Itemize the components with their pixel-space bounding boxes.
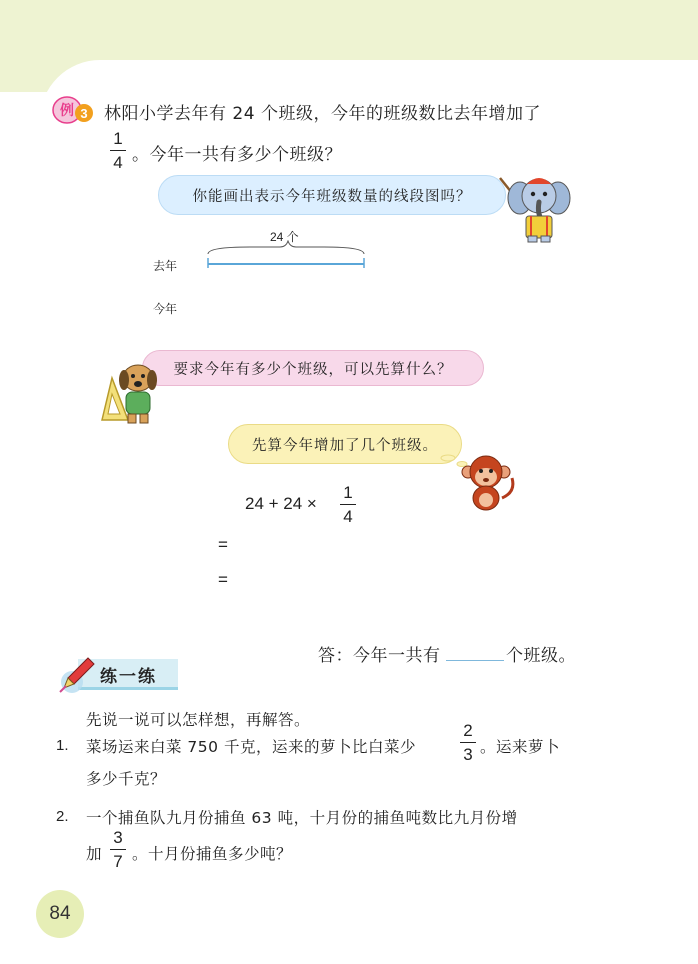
elephant-speech-text: 你能画出表示今年班级数量的线段图吗？ xyxy=(192,188,472,205)
dog-speech-bubble xyxy=(142,350,484,386)
example-badge xyxy=(52,95,94,125)
question-2-line2-end: 。十月份捕鱼多少吨？ xyxy=(132,845,293,863)
fraction-numerator: 3 xyxy=(113,828,123,847)
question-2-fraction xyxy=(110,828,126,871)
question-2-line1: 一个捕鱼队九月份捕鱼 63 吨，十月份的捕鱼吨数比九月份增 xyxy=(86,809,518,827)
question-1-line1-end: 。运来萝卜 xyxy=(480,738,561,756)
example-fraction xyxy=(110,129,126,172)
equation-equals-2: = xyxy=(218,570,228,589)
example-badge-char: 例 xyxy=(60,103,74,119)
elephant-speech-bubble xyxy=(158,175,506,215)
fraction-denominator: 4 xyxy=(113,153,123,172)
practice-intro: 先说一说可以怎样想，再解答。 xyxy=(86,711,311,729)
question-2-number: 2. xyxy=(56,808,69,825)
fraction-bar xyxy=(110,150,126,151)
question-1-fraction xyxy=(460,721,476,764)
fraction-denominator: 4 xyxy=(343,507,353,526)
fraction-numerator: 1 xyxy=(343,483,353,502)
question-1-line1: 菜场运来白菜 750 千克，运来的萝卜比白菜少 xyxy=(86,738,416,756)
fraction-bar xyxy=(110,849,126,850)
fraction-bar xyxy=(460,742,476,743)
fraction-denominator: 7 xyxy=(113,852,123,871)
monkey-speech-bubble xyxy=(228,424,462,464)
example-line1: 林阳小学去年有 24 个班级，今年的班级数比去年增加了 xyxy=(104,104,541,124)
pencil-icon xyxy=(58,654,98,694)
monkey-illustration xyxy=(458,452,518,512)
question-1-number: 1. xyxy=(56,737,69,754)
monkey-speech-text: 先算今年增加了几个班级。 xyxy=(252,437,438,454)
answer-blank[interactable] xyxy=(446,660,504,661)
equation-fraction xyxy=(340,483,356,526)
page-number xyxy=(36,890,84,938)
label-this-year: 今年 xyxy=(153,302,178,316)
elephant-illustration xyxy=(498,172,578,244)
example-line2: 。今年一共有多少个班级？ xyxy=(132,145,342,165)
last-year-segment xyxy=(200,240,380,272)
answer-suffix: 个班级。 xyxy=(506,646,576,666)
example-badge-number: 3 xyxy=(80,106,88,121)
equation-expression: 24 + 24 × xyxy=(245,494,317,513)
page-number-text: 84 xyxy=(49,903,71,924)
practice-title: 练一练 xyxy=(100,667,157,687)
fraction-denominator: 3 xyxy=(463,745,473,764)
equation-equals-1: = xyxy=(218,535,228,554)
fraction-numerator: 1 xyxy=(113,129,123,148)
label-last-year: 去年 xyxy=(153,259,178,273)
segment-length-label: 24 个 xyxy=(270,230,299,244)
fraction-bar xyxy=(340,504,356,505)
answer-prefix: 答：今年一共有 xyxy=(318,646,441,666)
dog-speech-text: 要求今年有多少个班级，可以先算什么？ xyxy=(173,361,453,378)
dog-illustration xyxy=(98,360,164,426)
fraction-numerator: 2 xyxy=(463,721,473,740)
question-2-line2-start: 加 xyxy=(86,845,103,863)
question-1-line2: 多少千克？ xyxy=(86,770,167,788)
